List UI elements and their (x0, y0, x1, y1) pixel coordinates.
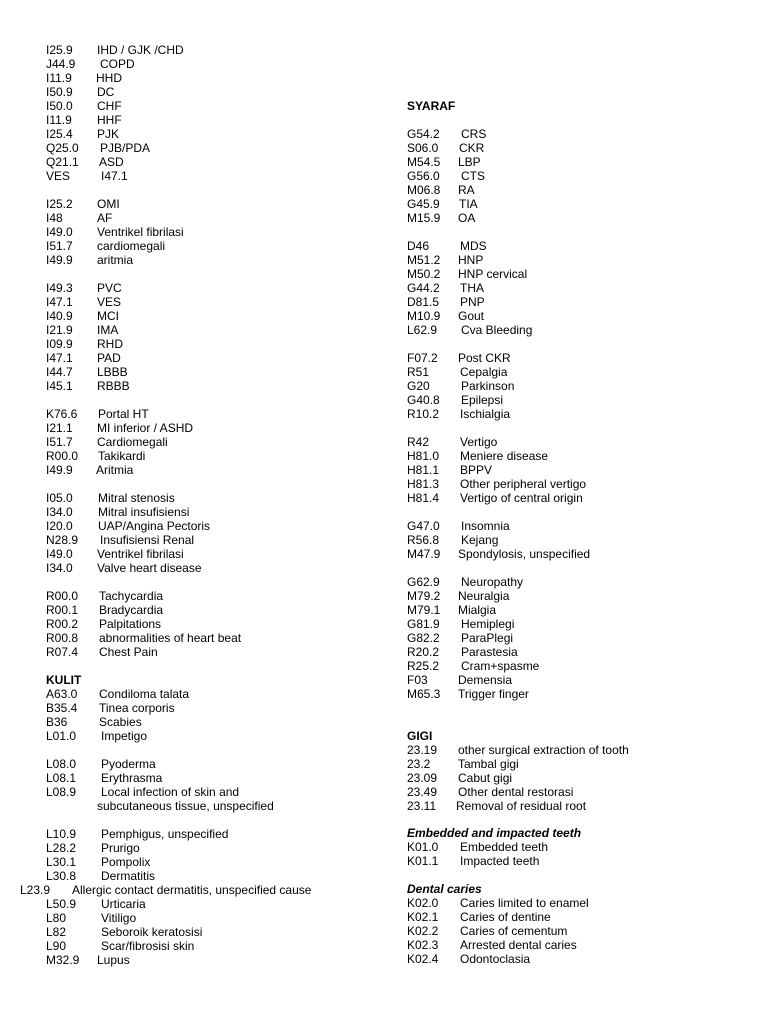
section-heading-caries: Dental caries (407, 882, 482, 896)
section-heading-kulit: KULIT (46, 673, 82, 687)
section-heading-gigi: GIGI (407, 729, 433, 743)
section-heading-syaraf: SYARAF (407, 99, 456, 113)
section-heading-embedded: Embedded and impacted teeth (407, 826, 582, 840)
